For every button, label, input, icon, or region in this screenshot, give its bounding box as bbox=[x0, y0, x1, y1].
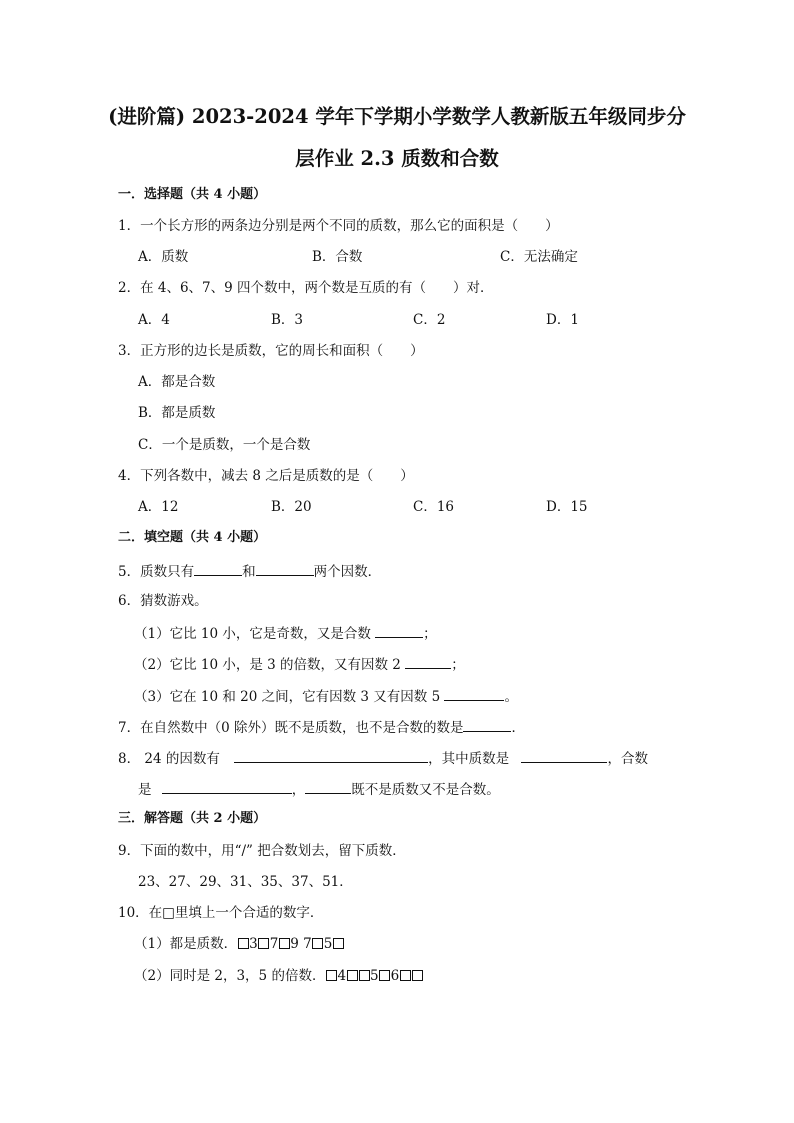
question-1-stem: 1．一个长方形的两条边分别是两个不同的质数，那么它的面积是（ ） bbox=[118, 218, 559, 234]
question-5 bbox=[118, 561, 381, 581]
answer-blank[interactable] bbox=[234, 748, 428, 763]
question-2-option-c: C．2 bbox=[413, 312, 446, 328]
question-9-numbers: 23、27、29、31、35、37、51． bbox=[138, 874, 353, 890]
answer-blank[interactable] bbox=[444, 686, 504, 701]
question-4-option-d: D．15 bbox=[546, 499, 588, 515]
question-3-option-c: C．一个是质数，一个是合数 bbox=[138, 437, 311, 453]
answer-blank[interactable] bbox=[463, 717, 511, 732]
question-2-option-a: A．4 bbox=[138, 312, 170, 328]
question-8-line-1 bbox=[118, 748, 648, 768]
question-4-option-b: B．20 bbox=[271, 499, 312, 515]
question-2-stem: 2．在 4、6、7、9 四个数中，两个数是互质的有（ ）对． bbox=[118, 280, 494, 296]
digit-box[interactable] bbox=[238, 938, 249, 949]
question-3-option-a: A．都是合数 bbox=[138, 374, 216, 390]
answer-blank[interactable] bbox=[194, 561, 242, 576]
question-7 bbox=[118, 717, 525, 737]
page-title-line-1: (进阶篇) 2023-2024 学年下学期小学数学人教新版五年级同步分 bbox=[108, 105, 686, 128]
digit-box[interactable] bbox=[379, 970, 390, 981]
answer-blank[interactable] bbox=[256, 561, 314, 576]
digit-text: 7 bbox=[269, 936, 279, 952]
question-1-option-b: B．合数 bbox=[312, 249, 363, 265]
question-4-stem: 4．下列各数中，减去 8 之后是质数的是（ ） bbox=[118, 468, 414, 484]
question-3-stem: 3．正方形的边长是质数，它的周长和面积（ ） bbox=[118, 343, 424, 359]
question-6-sub-3 bbox=[134, 686, 518, 706]
question-4-option-a: A．12 bbox=[138, 499, 179, 515]
question-10-sub-2-text: （2）同时是 2，3，5 的倍数． bbox=[134, 968, 326, 984]
question-8-text-4: 是 bbox=[138, 782, 156, 798]
digit-box[interactable] bbox=[279, 938, 290, 949]
question-7-text: 7．在自然数中（0 除外）既不是质数，也不是合数的数是 bbox=[118, 720, 464, 736]
digit-box[interactable] bbox=[258, 938, 269, 949]
question-10-sub-1 bbox=[134, 935, 344, 953]
digit-box[interactable] bbox=[400, 970, 411, 981]
question-6-sub-1-text: （1）它比 10 小，它是奇数，又是合数 bbox=[134, 626, 376, 642]
digit-text: 9 7 bbox=[290, 936, 312, 952]
digit-box-row-2 bbox=[325, 968, 423, 984]
question-1-option-c: C．无法确定 bbox=[500, 249, 578, 265]
digit-box[interactable] bbox=[359, 970, 370, 981]
digit-text: 4 bbox=[337, 968, 347, 984]
punctuation: ； bbox=[423, 626, 437, 642]
question-6-sub-1 bbox=[134, 623, 437, 643]
digit-text: 5 bbox=[370, 968, 379, 984]
answer-blank[interactable] bbox=[405, 654, 451, 669]
digit-box[interactable] bbox=[412, 970, 423, 981]
question-2-option-d: D．1 bbox=[546, 312, 579, 328]
section-heading-choice: 一．选择题（共 4 小题） bbox=[118, 187, 267, 202]
question-8-line-2 bbox=[138, 779, 500, 799]
question-10-stem: 10．在□里填上一个合适的数字． bbox=[118, 905, 324, 921]
question-4-option-c: C．16 bbox=[413, 499, 455, 515]
question-8-text-3: ，合数 bbox=[607, 751, 648, 767]
page-title-line-2: 层作业 2.3 质数和合数 bbox=[295, 147, 499, 170]
question-1-option-a: A．质数 bbox=[138, 249, 189, 265]
digit-text: 5 bbox=[323, 936, 333, 952]
answer-blank[interactable] bbox=[162, 779, 292, 794]
question-5-text-2: 和 bbox=[242, 564, 256, 580]
section-heading-fill: 二．填空题（共 4 小题） bbox=[118, 530, 267, 545]
punctuation: ， bbox=[291, 782, 306, 798]
digit-box[interactable] bbox=[326, 970, 337, 981]
question-5-text-1: 5．质数只有 bbox=[118, 564, 195, 580]
question-6-sub-2 bbox=[134, 654, 465, 674]
question-10-sub-2 bbox=[134, 967, 423, 985]
section-heading-solve: 三．解答题（共 2 小题） bbox=[118, 811, 267, 826]
question-9-stem: 9．下面的数中，用“/” 把合数划去，留下质数． bbox=[118, 843, 406, 859]
question-10-sub-1-text: （1）都是质数． bbox=[134, 936, 238, 952]
digit-box-row-1 bbox=[237, 936, 344, 952]
digit-text: 6 bbox=[390, 968, 400, 984]
punctuation: ． bbox=[511, 720, 525, 736]
digit-box[interactable] bbox=[312, 938, 323, 949]
answer-blank[interactable] bbox=[305, 779, 351, 794]
digit-text: 3 bbox=[249, 936, 258, 952]
question-6-sub-2-text: （2）它比 10 小，是 3 的倍数，又有因数 2 bbox=[134, 657, 406, 673]
answer-blank[interactable] bbox=[521, 748, 607, 763]
question-8-text-6: 既不是质数又不是合数。 bbox=[351, 782, 500, 798]
question-8-text-1: 8． 24 的因数有 bbox=[118, 751, 225, 767]
digit-box[interactable] bbox=[347, 970, 358, 981]
digit-box[interactable] bbox=[333, 938, 344, 949]
question-8-text-2: ，其中质数是 bbox=[428, 751, 514, 767]
answer-blank[interactable] bbox=[375, 623, 423, 638]
question-6-stem: 6．猜数游戏。 bbox=[118, 593, 208, 609]
punctuation: 。 bbox=[504, 689, 518, 705]
punctuation: ； bbox=[451, 657, 465, 673]
question-6-sub-3-text: （3）它在 10 和 20 之间，它有因数 3 又有因数 5 bbox=[134, 689, 445, 705]
question-2-option-b: B．3 bbox=[271, 312, 304, 328]
question-5-text-3: 两个因数． bbox=[313, 564, 382, 580]
question-3-option-b: B．都是质数 bbox=[138, 405, 216, 421]
